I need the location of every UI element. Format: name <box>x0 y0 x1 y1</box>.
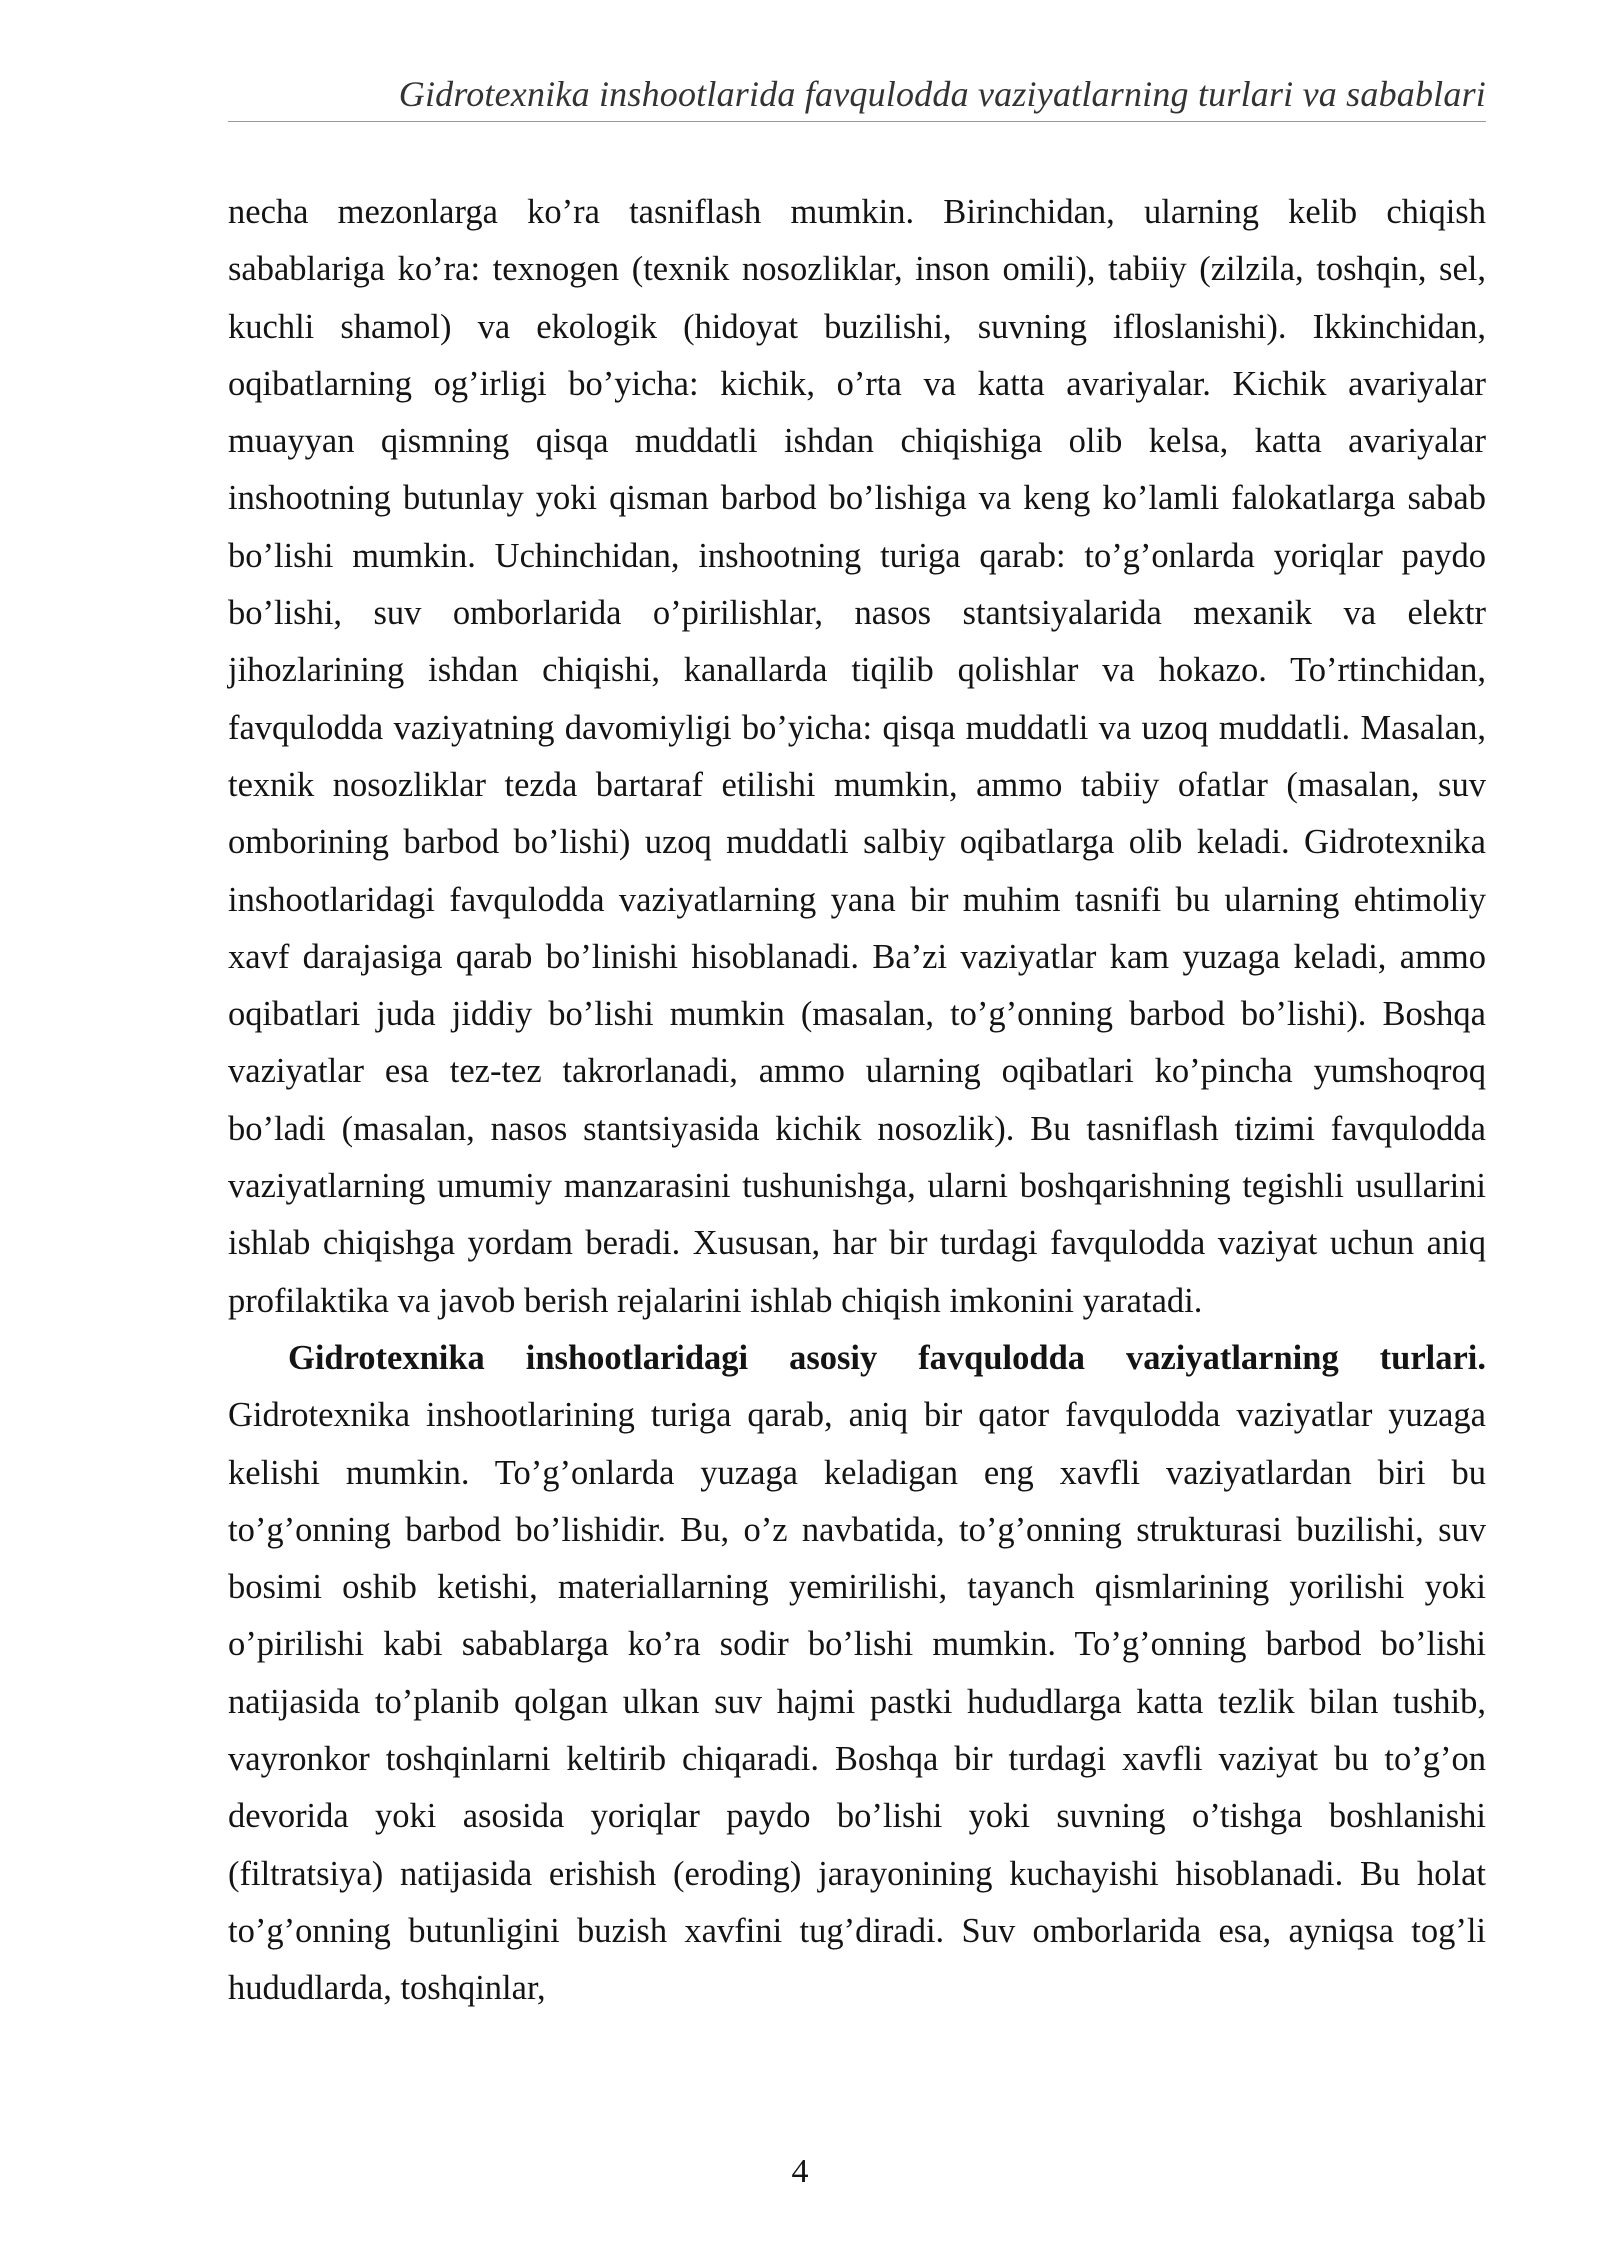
running-header-title: Gidrotexnika inshootlarida favqulodda vaziyatlarning turlari va sabablari <box>398 74 1486 114</box>
section-paragraph <box>228 1330 1486 2018</box>
section-heading: Gidrotexnika inshootlaridagi asosiy favqulodda vaziyatlarning turlari. <box>288 1338 1486 1377</box>
body-paragraph-1: necha mezonlarga ko’ra tasniflash mumkin. Birinchidan, ularning kelib chiqish sabablariga ko’ra: texnogen (texnik nosozliklar, inson omili), tabiiy (zilzila, toshqin, sel, kuchli shamol) va ekologik (hidoyat buzilishi, suvning ifloslanishi). Ikkinchidan, oqibatlarning og’irligi bo’yicha: kichik, o’rta va katta avariyalar. Kichik avariyalar muayyan qismning qisqa muddatli ishdan chiqishiga olib kelsa, katta avariyalar inshootning butunlay yoki qisman barbod bo’lishiga va keng ko’lamli falokatlarga sabab bo’lishi mumkin. Uchinchidan, inshootning turiga qarab: to’g’onlarda yoriqlar paydo bo’lishi, suv omborlarida o’pirilishlar, nasos stantsiyalarida mexanik va elektr jihozlarining ishdan chiqishi, kanallarda tiqilib qolishlar va hokazo. To’rtinchidan, favqulodda vaziyatning davomiyligi bo’yicha: qisqa muddatli va uzoq muddatli. Masalan, texnik nosozliklar tezda bartaraf etilishi mumkin, ammo tabiiy ofatlar (masalan, suv omborining barbod bo’lishi) uzoq muddatli salbiy oqibatlarga olib keladi. Gidrotexnika inshootlaridagi favqulodda vaziyatlarning yana bir muhim tasnifi bu ularning ehtimoliy xavf darajasiga qarab bo’linishi hisoblanadi. Ba’zi vaziyatlar kam yuzaga keladi, ammo oqibatlari juda jiddiy bo’lishi mumkin (masalan, to’g’onning barbod bo’lishi). Boshqa vaziyatlar esa tez-tez takrorlanadi, ammo ularning oqibatlari ko’pincha yumshoqroq bo’ladi (masalan, nasos stantsiyasida kichik nosozlik). Bu tasniflash tizimi favqulodda vaziyatlarning umumiy manzarasini tushunishga, ularni boshqarishning tegishli usullarini ishlab chiqishga yordam beradi. Xususan, har bir turdagi favqulodda vaziyat uchun aniq profilaktika va javob berish rejalarini ishlab chiqish imkonini yaratadi. <box>228 193 1486 1320</box>
page-body <box>228 184 1486 2018</box>
header-rule <box>228 121 1486 122</box>
page-number: 4 <box>791 2153 809 2190</box>
body-paragraph-2: Gidrotexnika inshootlarining turiga qarab, aniq bir qator favqulodda vaziyatlar yuzaga kelishi mumkin. To’g’onlarda yuzaga keladigan eng xavfli vaziyatlardan biri bu to’g’onning barbod bo’lishidir. Bu, o’z navbatida, to’g’onning strukturasi buzilishi, suv bosimi oshib ketishi, materiallarning yemirilishi, tayanch qismlarining yorilishi yoki o’pirilishi kabi sabablarga ko’ra sodir bo’lishi mumkin. To’g’onning barbod bo’lishi natijasida to’planib qolgan ulkan suv hajmi pastki hududlarga katta tezlik bilan tushib, vayronkor toshqinlarni keltirib chiqaradi. Boshqa bir turdagi xavfli vaziyat bu to’g’on devorida yoki asosida yoriqlar paydo bo’lishi yoki suvning o’tishga boshlanishi (filtratsiya) natijasida erishish (eroding) jarayonining kuchayishi hisoblanadi. Bu holat to’g’onning butunligini buzish xavfini tug’diradi. Suv omborlarida esa, ayniqsa tog’li hududlarda, toshqinlar, <box>228 1396 1486 2008</box>
